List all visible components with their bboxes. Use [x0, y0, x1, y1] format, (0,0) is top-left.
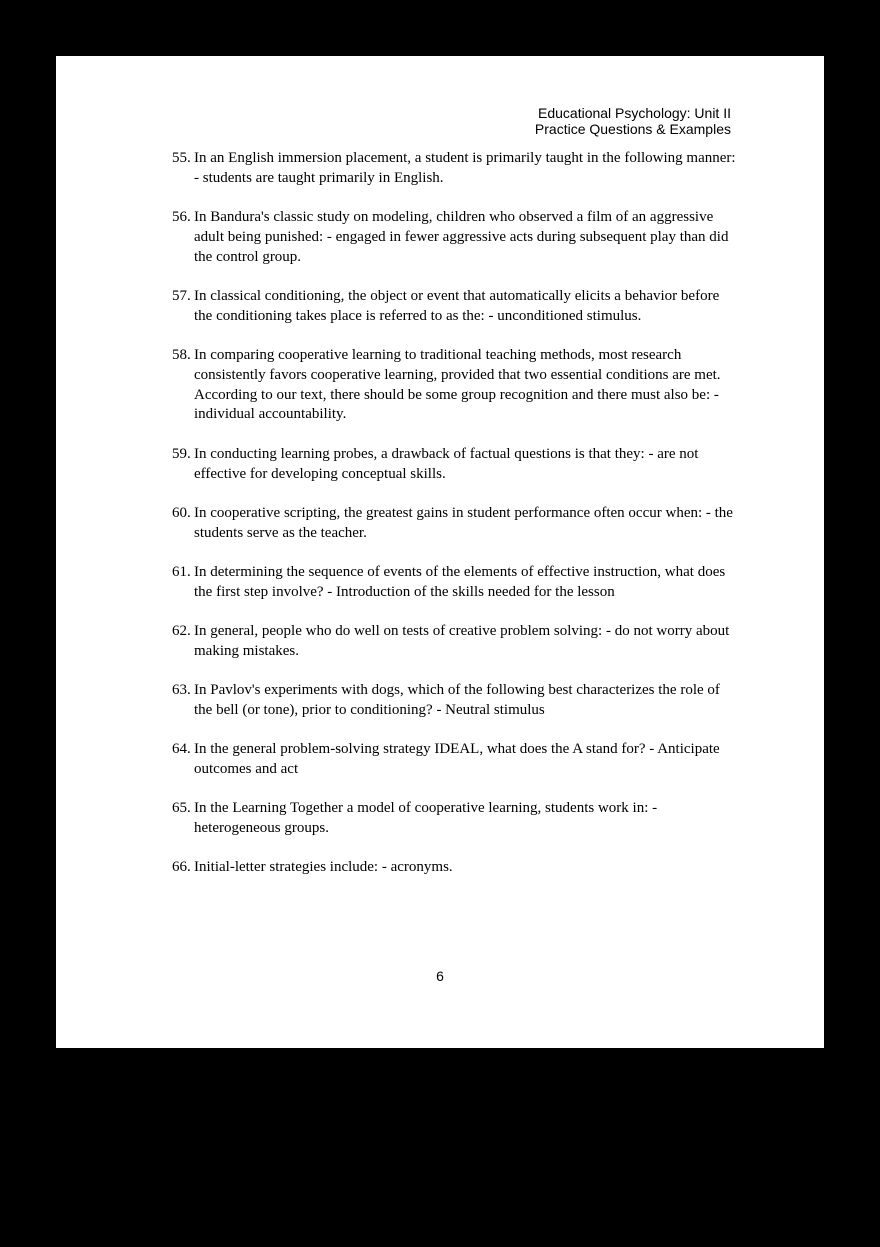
question-number: 63.	[172, 682, 191, 699]
question-number: 66.	[172, 859, 191, 876]
question-text: In Bandura's classic study on modeling, children who observed a film of an aggressive adult being punished: - engaged in fewer aggressive acts during subsequent play than did the control group.	[194, 209, 729, 265]
question-number: 65.	[172, 800, 191, 817]
question-item	[172, 208, 738, 267]
page-header	[535, 105, 731, 137]
question-item	[172, 799, 738, 839]
question-item	[172, 681, 738, 721]
question-number: 60.	[172, 504, 191, 521]
header-subtitle: Practice Questions & Examples	[534, 121, 731, 137]
question-text: In cooperative scripting, the greatest gains in student performance often occur when: - the students serve as the teacher.	[194, 504, 733, 541]
question-text: In classical conditioning, the object or event that automatically elicits a behavior before the conditioning takes place is referred to as the: - unconditioned stimulus.	[194, 287, 720, 324]
question-text: In Pavlov's experiments with dogs, which of the following best characterizes the role of the bell (or tone), prior to conditioning? - Neutral stimulus	[194, 682, 720, 718]
question-item	[172, 563, 738, 603]
question-list	[172, 149, 738, 898]
question-item	[172, 858, 738, 878]
question-item	[172, 740, 738, 780]
question-number: 58.	[172, 347, 191, 364]
question-text: In the general problem-solving strategy IDEAL, what does the A stand for? - Anticipate outcomes and act	[194, 741, 720, 778]
question-text: In determining the sequence of events of the elements of effective instruction, what does the first step involve? - Introduction of the skills needed for the lesson	[194, 563, 726, 600]
question-number: 55.	[172, 150, 191, 166]
question-number: 61.	[172, 563, 191, 580]
question-item	[172, 504, 738, 544]
question-item	[172, 346, 738, 425]
question-item	[172, 445, 738, 485]
header-title: Educational Psychology: Unit II	[538, 105, 731, 121]
question-text: In conducting learning probes, a drawback of factual questions is that they: - are not effective for developing conceptual skills.	[194, 445, 699, 482]
question-number: 62.	[172, 623, 191, 640]
question-text: In general, people who do well on tests of creative problem solving: - do not worry about making mistakes.	[194, 623, 730, 659]
question-item	[172, 287, 738, 327]
question-item	[172, 149, 738, 189]
question-item	[172, 622, 738, 662]
question-number: 57.	[172, 287, 191, 304]
question-text: In an English immersion placement, a student is primarily taught in the following manner: - students are taught primarily in English.	[194, 150, 736, 186]
question-text: In comparing cooperative learning to traditional teaching methods, most research consistently favors cooperative learning, provided that two essential conditions are met. According to our text, there should be some group recognition and there must also be: - individual accountability.	[194, 347, 721, 423]
question-number: 59.	[172, 445, 191, 462]
question-number: 64.	[172, 741, 191, 758]
question-text: Initial-letter strategies include: - acronyms.	[194, 859, 453, 876]
document-page	[56, 56, 824, 1048]
page-number: 6	[436, 968, 444, 984]
question-number: 56.	[172, 209, 191, 226]
question-text: In the Learning Together a model of cooperative learning, students work in: - heterogeneous groups.	[194, 800, 658, 837]
